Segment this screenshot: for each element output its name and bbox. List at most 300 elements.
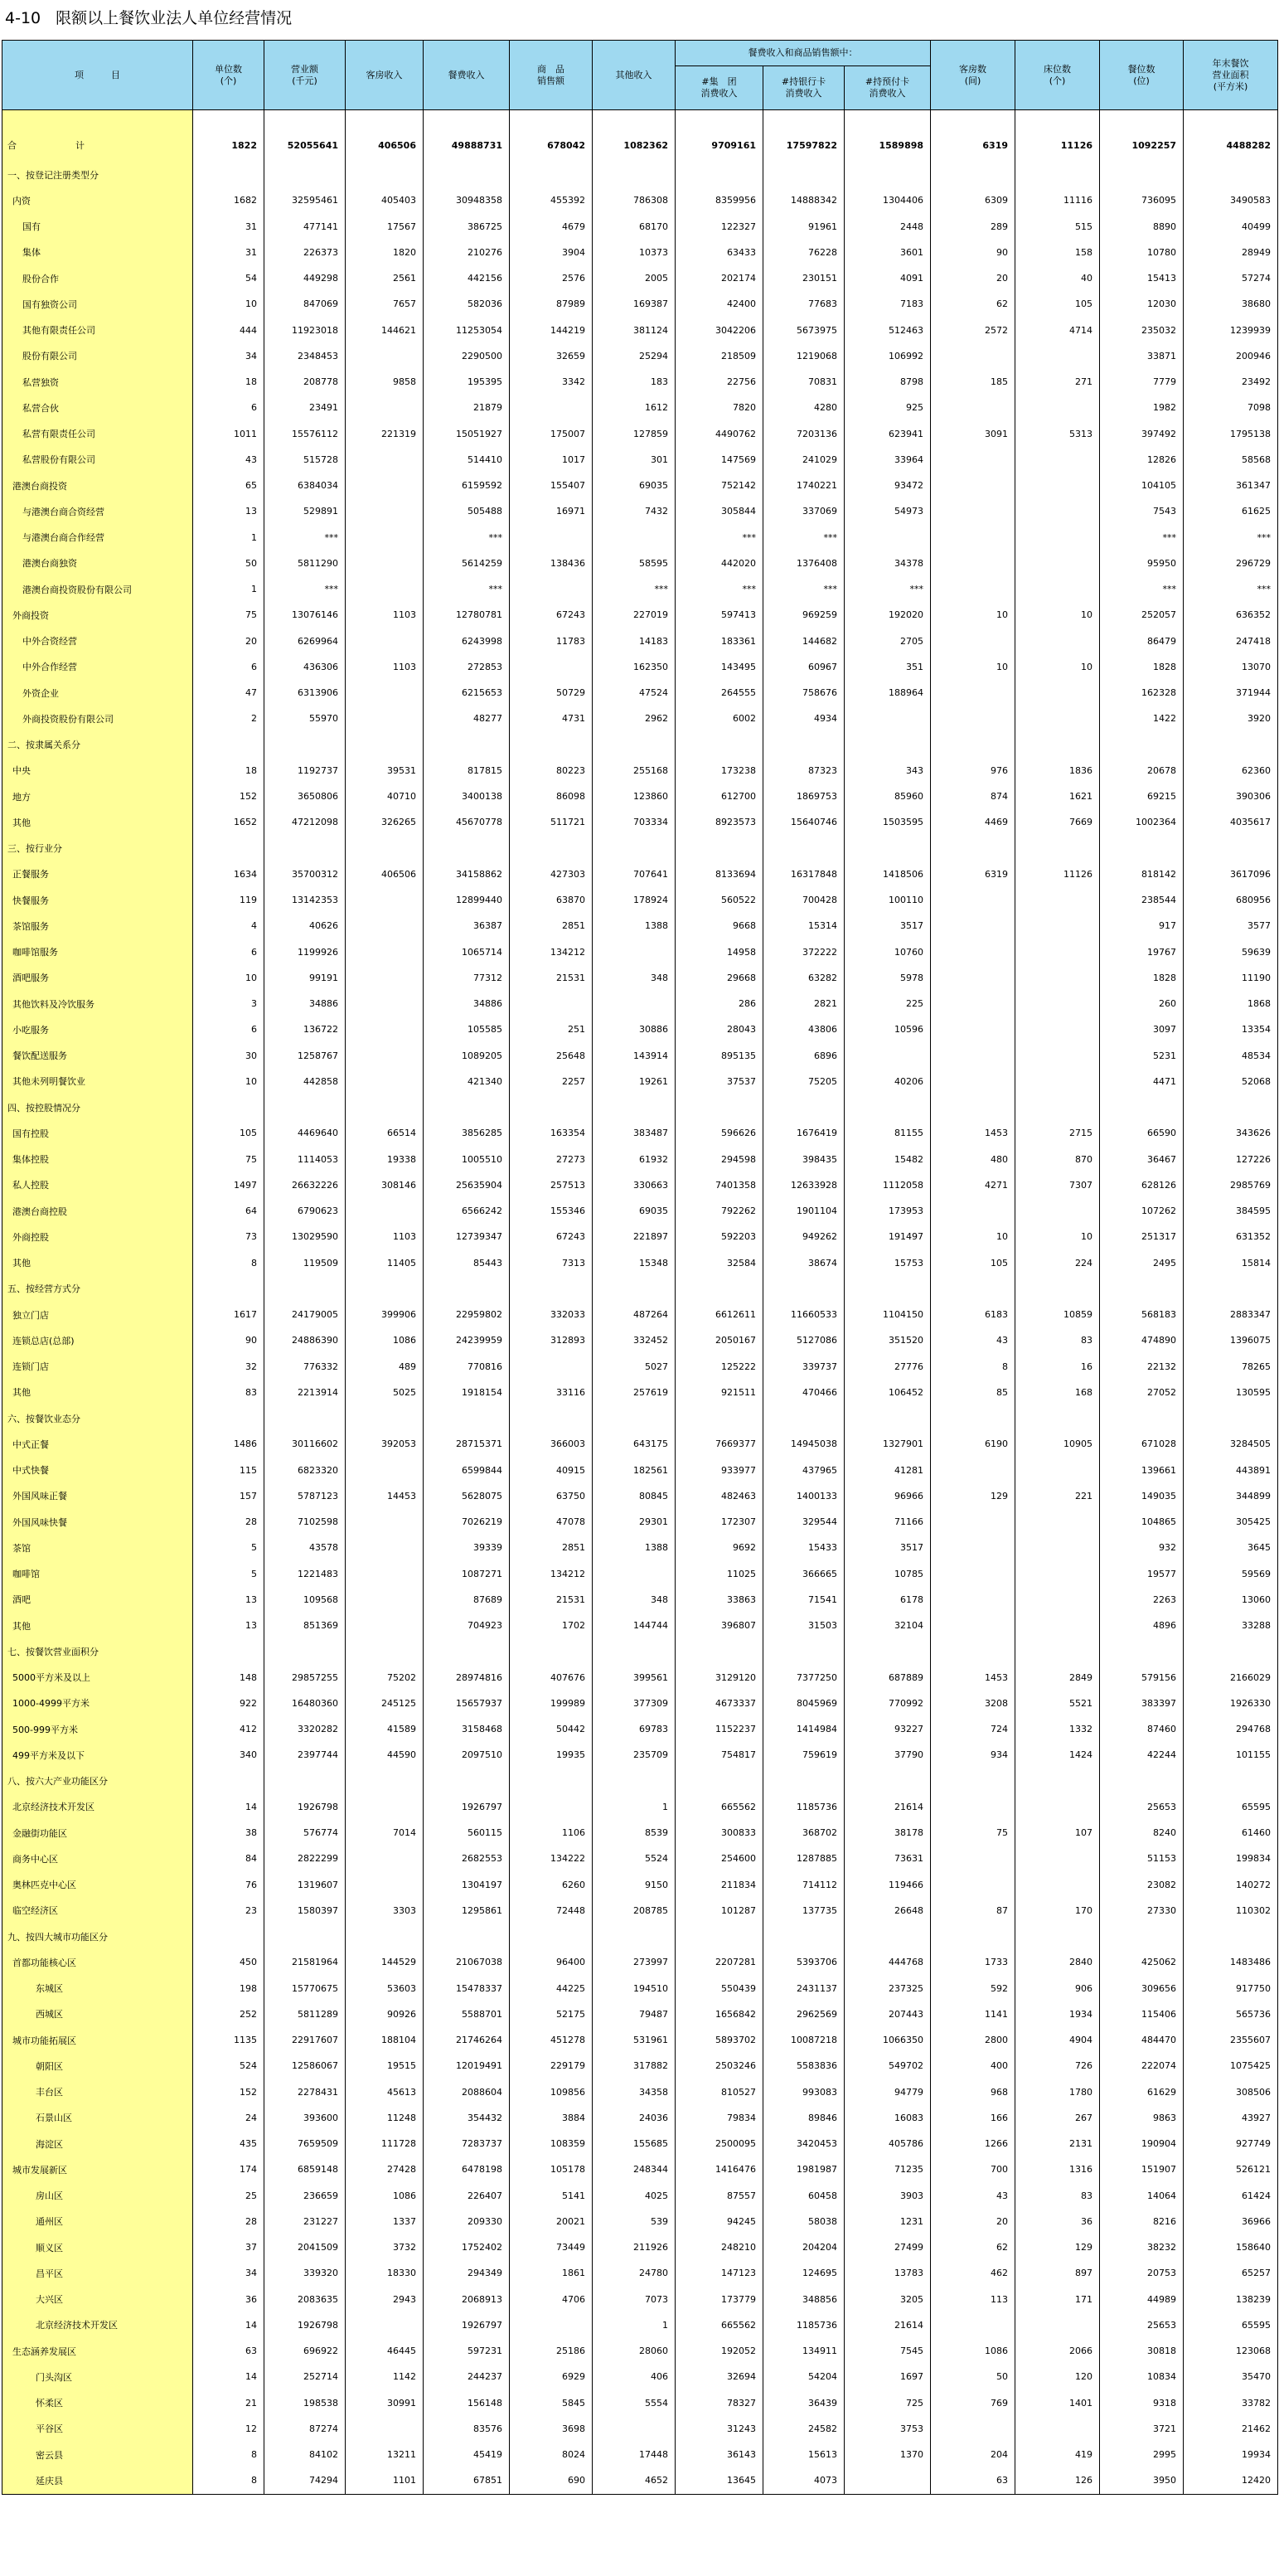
cell-value: 63282 [763, 965, 845, 991]
cell-value: 1503595 [845, 809, 931, 835]
cell-value [845, 1638, 931, 1664]
cell-value: 294768 [1184, 1716, 1278, 1742]
cell-value: *** [424, 525, 510, 551]
row-label: 六、按餐饮业态分 [2, 1405, 193, 1431]
cell-value: 449298 [264, 265, 346, 291]
cell-value: 309656 [1100, 1976, 1184, 2001]
cell-value: 10 [931, 602, 1015, 628]
cell-value: *** [1184, 525, 1278, 551]
cell-value: 393600 [264, 2105, 346, 2131]
cell-value: 3721 [1100, 2416, 1184, 2442]
cell-value: 1828 [1100, 654, 1184, 680]
cell-value: 398435 [763, 1147, 845, 1172]
cell-value: 24886390 [264, 1327, 346, 1353]
cell-value: 2005 [593, 265, 676, 291]
cell-value: 44590 [346, 1742, 424, 1768]
cell-value: 35700312 [264, 861, 346, 887]
row-label: 东城区 [2, 1976, 193, 2001]
cell-value: 8890 [1100, 214, 1184, 240]
cell-value [845, 836, 931, 861]
cell-value: 12586067 [264, 2053, 346, 2079]
cell-value: 14888342 [763, 187, 845, 213]
cell-value [763, 1768, 845, 1794]
cell-value: 927749 [1184, 2131, 1278, 2156]
table-row [2, 343, 1278, 369]
cell-value: 442858 [264, 1069, 346, 1094]
cell-value: 1926797 [424, 1794, 510, 1820]
cell-value: 87 [931, 1898, 1015, 1924]
cell-value: 1103 [346, 1224, 424, 1249]
cell-value: 15770675 [264, 1976, 346, 2001]
cell-value: 21614 [845, 2312, 931, 2338]
cell-value: 1 [593, 1794, 676, 1820]
table-row [2, 1820, 1278, 1846]
cell-value [346, 680, 424, 706]
table-row [2, 1898, 1278, 1924]
cell-value: 106452 [845, 1380, 931, 1405]
cell-value: 568183 [1100, 1302, 1184, 1327]
cell-value: 2682553 [424, 1846, 510, 1871]
cell-value [931, 965, 1015, 991]
cell-value [763, 1405, 845, 1431]
cell-value: 27273 [510, 1147, 593, 1172]
cell-value: 3753 [845, 2416, 931, 2442]
cell-value [1100, 1094, 1184, 1120]
cell-value [346, 1872, 424, 1898]
cell-value [1015, 991, 1100, 1016]
cell-value: 13783 [845, 2260, 931, 2286]
cell-value: 5521 [1015, 1691, 1100, 1716]
cell-value: 339320 [264, 2260, 346, 2286]
row-label: 外商投资股份有限公司 [2, 706, 193, 731]
row-label: 独立门店 [2, 1302, 193, 1327]
cell-value: 235032 [1100, 318, 1184, 343]
table-row [2, 1587, 1278, 1613]
cell-value: 1424 [1015, 1742, 1100, 1768]
cell-value [763, 162, 845, 187]
cell-value: 10 [193, 291, 264, 317]
cell-value: 87689 [424, 1587, 510, 1613]
cell-value: 15657937 [424, 1691, 510, 1716]
cell-value: 2561 [346, 265, 424, 291]
cell-value: 1926798 [264, 2312, 346, 2338]
cell-value [845, 1276, 931, 1302]
cell-value: 9668 [676, 913, 763, 939]
cell-value: 2263 [1100, 1587, 1184, 1613]
cell-value: 231227 [264, 2209, 346, 2234]
table-row [2, 2338, 1278, 2364]
cell-value: 173238 [676, 758, 763, 783]
cell-value: 208778 [264, 369, 346, 395]
table-row [2, 240, 1278, 265]
cell-value: 174 [193, 2156, 264, 2182]
cell-value: 21746264 [424, 2027, 510, 2053]
cell-value [346, 162, 424, 187]
cell-value: 5583836 [763, 2053, 845, 2079]
cell-value: 34378 [845, 551, 931, 576]
cell-value: 43 [193, 447, 264, 473]
row-label: 西城区 [2, 2001, 193, 2027]
cell-value: 9709161 [676, 110, 763, 163]
cell-value: 396807 [676, 1613, 763, 1638]
cell-value: 54973 [845, 498, 931, 524]
cell-value [931, 1613, 1015, 1638]
cell-value: 90 [931, 240, 1015, 265]
cell-value: 776332 [264, 1354, 346, 1380]
row-label: 七、按餐饮营业面积分 [2, 1638, 193, 1664]
cell-value [1184, 836, 1278, 861]
cell-value: 14064 [1100, 2183, 1184, 2209]
cell-value: 1082362 [593, 110, 676, 163]
cell-value: 35470 [1184, 2364, 1278, 2389]
row-label: 连锁门店 [2, 1354, 193, 1380]
cell-value: 200946 [1184, 343, 1278, 369]
cell-value: 4488282 [1184, 110, 1278, 163]
cell-value: 70831 [763, 369, 845, 395]
total-row [2, 110, 1278, 163]
cell-value: 104865 [1100, 1509, 1184, 1535]
cell-value: 371944 [1184, 680, 1278, 706]
cell-value: 10859 [1015, 1302, 1100, 1327]
cell-value: 134222 [510, 1846, 593, 1871]
cell-value: 229179 [510, 2053, 593, 2079]
cell-value: 61629 [1100, 2079, 1184, 2105]
cell-value: 44225 [510, 1976, 593, 2001]
cell-value: 100110 [845, 887, 931, 913]
cell-value: 2431137 [763, 1976, 845, 2001]
cell-value: 52175 [510, 2001, 593, 2027]
cell-value: 66590 [1100, 1120, 1184, 1146]
cell-value [1015, 1458, 1100, 1483]
cell-value [510, 1924, 593, 1949]
table-row [2, 551, 1278, 576]
row-label: 一、按登记注册类型分 [2, 162, 193, 187]
cell-value [593, 1561, 676, 1587]
cell-value [931, 1638, 1015, 1664]
cell-value: 85960 [845, 783, 931, 809]
cell-value: 4652 [593, 2467, 676, 2494]
cell-value: 326265 [346, 809, 424, 835]
cell-value: 596626 [676, 1120, 763, 1146]
cell-value [193, 1276, 264, 1302]
cell-value: 129 [1015, 2234, 1100, 2260]
cell-value: 17597822 [763, 110, 845, 163]
cell-value [676, 162, 763, 187]
cell-value: 24582 [763, 2416, 845, 2442]
header-group-consumption: #集 团 消费收入 [676, 66, 763, 110]
cell-value: 7098 [1184, 395, 1278, 420]
row-label: 私人控股 [2, 1172, 193, 1198]
cell-value: 8539 [593, 1820, 676, 1846]
cell-value: 85443 [424, 1250, 510, 1276]
cell-value: 671028 [1100, 1431, 1184, 1457]
cell-value: 612700 [676, 783, 763, 809]
cell-value [931, 991, 1015, 1016]
cell-value [931, 1043, 1015, 1069]
cell-value: 28974816 [424, 1665, 510, 1691]
cell-value: 4904 [1015, 2027, 1100, 2053]
cell-value: 700 [931, 2156, 1015, 2182]
cell-value: 105 [931, 1250, 1015, 1276]
cell-value [510, 991, 593, 1016]
cell-value: 69783 [593, 1716, 676, 1742]
cell-value [424, 1094, 510, 1120]
cell-value: 33288 [1184, 1613, 1278, 1638]
cell-value [1184, 1276, 1278, 1302]
cell-value: 10087218 [763, 2027, 845, 2053]
cell-value: 170 [1015, 1898, 1100, 1924]
cell-value: 21879 [424, 395, 510, 420]
cell-value: 188104 [346, 2027, 424, 2053]
cell-value: 27499 [845, 2234, 931, 2260]
table-row [2, 473, 1278, 498]
cell-value: *** [1100, 576, 1184, 602]
cell-value: 115406 [1100, 2001, 1184, 2027]
table-row [2, 187, 1278, 213]
cell-value: 73449 [510, 2234, 593, 2260]
cell-value [510, 576, 593, 602]
cell-value: 61932 [593, 1147, 676, 1172]
cell-value: 15413 [1100, 265, 1184, 291]
cell-value: 2995 [1100, 2442, 1184, 2467]
cell-value [346, 965, 424, 991]
row-label: 三、按行业分 [2, 836, 193, 861]
table-row [2, 887, 1278, 913]
cell-value: 1612 [593, 395, 676, 420]
cell-value: 19934 [1184, 2442, 1278, 2467]
cell-value [931, 1535, 1015, 1560]
cell-value [510, 1354, 593, 1380]
cell-value [593, 1276, 676, 1302]
cell-value [676, 836, 763, 861]
cell-value: 84 [193, 1846, 264, 1871]
cell-value: 2097510 [424, 1742, 510, 1768]
cell-value: 211926 [593, 2234, 676, 2260]
cell-value: 158 [1015, 240, 1100, 265]
cell-value: 482463 [676, 1483, 763, 1509]
cell-value: 24036 [593, 2105, 676, 2131]
row-label: 内资 [2, 187, 193, 213]
cell-value: 4271 [931, 1172, 1015, 1198]
row-label: 咖啡馆服务 [2, 939, 193, 965]
cell-value: 1316 [1015, 2156, 1100, 2182]
cell-value [676, 1924, 763, 1949]
cell-value [346, 2312, 424, 2338]
cell-value: 1926797 [424, 2312, 510, 2338]
cell-value: 15348 [593, 1250, 676, 1276]
table-row [2, 2131, 1278, 2156]
table-row [2, 2079, 1278, 2105]
cell-value: 4280 [763, 395, 845, 420]
cell-value: 700428 [763, 887, 845, 913]
cell-value: 1376408 [763, 551, 845, 576]
row-label: 咖啡馆 [2, 1561, 193, 1587]
cell-value: 16083 [845, 2105, 931, 2131]
cell-value: 851369 [264, 1613, 346, 1638]
cell-value [1015, 473, 1100, 498]
cell-value [264, 1405, 346, 1431]
cell-value: 19515 [346, 2053, 424, 2079]
row-label: 茶馆服务 [2, 913, 193, 939]
cell-value: 3400138 [424, 783, 510, 809]
cell-value: 348 [593, 1587, 676, 1613]
cell-value [1015, 1561, 1100, 1587]
cell-value: 207443 [845, 2001, 931, 2027]
cell-value: 524 [193, 2053, 264, 2079]
cell-value: 173779 [676, 2287, 763, 2312]
table-row [2, 836, 1278, 861]
cell-value [931, 887, 1015, 913]
cell-value: 2131 [1015, 2131, 1100, 2156]
table-row [2, 2260, 1278, 2286]
cell-value: 11126 [1015, 861, 1100, 887]
cell-value [346, 1016, 424, 1042]
cell-value: 3320282 [264, 1716, 346, 1742]
cell-value: 32659 [510, 343, 593, 369]
row-label: 四、按控股情况分 [2, 1094, 193, 1120]
cell-value: 83 [193, 1380, 264, 1405]
cell-value: 30 [193, 1043, 264, 1069]
cell-value: 42400 [676, 291, 763, 317]
cell-value: 1820 [346, 240, 424, 265]
cell-value: 3097 [1100, 1016, 1184, 1042]
cell-value: 147123 [676, 2260, 763, 2286]
cell-value: 2962 [593, 706, 676, 731]
cell-value: 271 [1015, 369, 1100, 395]
cell-value: 5141 [510, 2183, 593, 2209]
cell-value: 83576 [424, 2416, 510, 2442]
cell-value: 89846 [763, 2105, 845, 2131]
cell-value: 11126 [1015, 110, 1100, 163]
cell-value: 10 [931, 1224, 1015, 1249]
cell-value [346, 887, 424, 913]
cell-value: 125222 [676, 1354, 763, 1380]
table-body [2, 110, 1278, 2495]
cell-value: 1682 [193, 187, 264, 213]
cell-value [1015, 1509, 1100, 1535]
cell-value: 1926330 [1184, 1691, 1278, 1716]
cell-value: 1652 [193, 809, 264, 835]
cell-value: 126 [1015, 2467, 1100, 2494]
cell-value: 294349 [424, 2260, 510, 2286]
cell-value: 109856 [510, 2079, 593, 2105]
cell-value: 140272 [1184, 1872, 1278, 1898]
cell-value [264, 732, 346, 758]
cell-value: 1 [193, 525, 264, 551]
cell-value [1100, 1405, 1184, 1431]
cell-value: 31 [193, 214, 264, 240]
table-row [2, 1716, 1278, 1742]
cell-value: 9858 [346, 369, 424, 395]
cell-value: 8045969 [763, 1691, 845, 1716]
cell-value: 3904 [510, 240, 593, 265]
cell-value: 38680 [1184, 291, 1278, 317]
table-row [2, 1638, 1278, 1664]
header-area: 年末餐饮 营业面积 (平方米) [1184, 41, 1278, 110]
cell-value: 86479 [1100, 628, 1184, 654]
cell-value [1015, 2312, 1100, 2338]
cell-value: 2851 [510, 1535, 593, 1560]
cell-value: 678042 [510, 110, 593, 163]
cell-value: 12420 [1184, 2467, 1278, 2494]
cell-value: 1780 [1015, 2079, 1100, 2105]
cell-value: 6 [193, 939, 264, 965]
data-table [2, 40, 1278, 2495]
cell-value: 2503246 [676, 2053, 763, 2079]
cell-value: 16 [1015, 1354, 1100, 1380]
row-label: 奥林匹克中心区 [2, 1872, 193, 1898]
cell-value: 15576112 [264, 421, 346, 447]
cell-value [510, 1276, 593, 1302]
cell-value: 230151 [763, 265, 845, 291]
cell-value: 470466 [763, 1380, 845, 1405]
cell-value: 3617096 [1184, 861, 1278, 887]
table-row [2, 1872, 1278, 1898]
cell-value: 251 [510, 1016, 593, 1042]
cell-value: 44989 [1100, 2287, 1184, 2312]
cell-value: 36 [193, 2287, 264, 2312]
row-label: 股份有限公司 [2, 343, 193, 369]
cell-value [845, 1094, 931, 1120]
cell-value [346, 628, 424, 654]
cell-value: 2068913 [424, 2287, 510, 2312]
cell-value: 1676419 [763, 1120, 845, 1146]
table-row [2, 602, 1278, 628]
cell-value: 127859 [593, 421, 676, 447]
cell-value: 62 [931, 291, 1015, 317]
cell-value [1015, 836, 1100, 861]
cell-value: 1869753 [763, 783, 845, 809]
cell-value: 8216 [1100, 2209, 1184, 2234]
cell-value: 96400 [510, 1949, 593, 1975]
cell-value: 7401358 [676, 1172, 763, 1198]
cell-value [1015, 498, 1100, 524]
cell-value: 576774 [264, 1820, 346, 1846]
row-label: 其他 [2, 809, 193, 835]
cell-value [510, 1794, 593, 1820]
cell-value [931, 1924, 1015, 1949]
cell-value: 484470 [1100, 2027, 1184, 2053]
cell-value [193, 1924, 264, 1949]
cell-value: 25653 [1100, 2312, 1184, 2338]
cell-value: 87460 [1100, 1716, 1184, 1742]
cell-value: 969259 [763, 602, 845, 628]
cell-value [931, 1094, 1015, 1120]
header-beds: 床位数 (个) [1015, 41, 1100, 110]
cell-value: 13070 [1184, 654, 1278, 680]
cell-value: 724 [931, 1716, 1015, 1742]
cell-value [593, 1094, 676, 1120]
cell-value: 14 [193, 2364, 264, 2389]
cell-value [931, 1069, 1015, 1094]
table-row [2, 732, 1278, 758]
row-label: 连锁总店(总部) [2, 1327, 193, 1353]
cell-value: 5811289 [264, 2001, 346, 2027]
cell-value: 3342 [510, 369, 593, 395]
cell-value: 20753 [1100, 2260, 1184, 2286]
table-row [2, 758, 1278, 783]
table-row [2, 2156, 1278, 2182]
cell-value: 5787123 [264, 1483, 346, 1509]
cell-value [931, 498, 1015, 524]
table-row [2, 1250, 1278, 1276]
cell-value: 34 [193, 2260, 264, 2286]
cell-value [346, 1458, 424, 1483]
cell-value: 72448 [510, 1898, 593, 1924]
cell-value: 5524 [593, 1846, 676, 1871]
table-row [2, 1509, 1278, 1535]
cell-value: 31243 [676, 2416, 763, 2442]
